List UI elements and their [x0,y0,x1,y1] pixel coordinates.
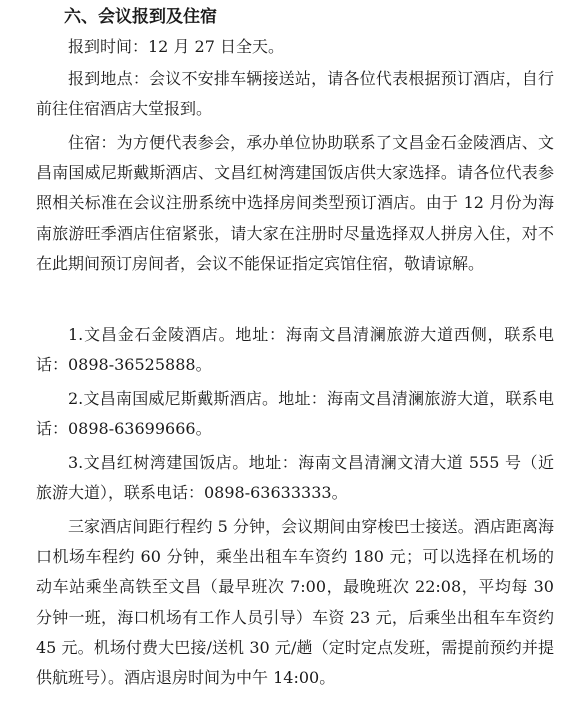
transport-paragraph: 三家酒店间距行程约 5 分钟，会议期间由穿梭巴士接送。酒店距离海口机场车程约 60 分钟，乘坐出租车车资约 180 元；可以选择在机场的动车站乘坐高铁至文昌（最早班次 7:00，最晚班次 22:08，平均每 30 分钟一班，海口机场有工作人员引导）车资 23 元，后乘坐出租车车资约 45 元。机场付费大巴接/送机 30 元/趟（定时定点发班，需提前预约并提供航班号）。酒店退房时间为中午 14:00。 [36,517,554,688]
hotel-1-paragraph: 1.文昌金石金陵酒店。地址：海南文昌清澜旅游大道西侧，联系电话：0898-36525888。 [36,325,554,375]
hotel-2-paragraph: 2.文昌南国威尼斯戴斯酒店。地址：海南文昌清澜旅游大道，联系电话：0898-63699666。 [36,389,554,439]
accommodation-paragraph: 住宿：为方便代表参会，承办单位协助联系了文昌金石金陵酒店、文昌南国威尼斯戴斯酒店、文昌红树湾建国饭店供大家选择。请各位代表参照相关标准在会议注册系统中选择房间类型预订酒店。由于 12 月份为海南旅游旺季酒店住宿紧张，请大家在注册时尽量选择双人拼房入住，对不在此期间预订房间者，会议不能保证指定宾馆住宿，敬请谅解。 [36,133,554,273]
section-heading: 六、会议报到及住宿 [64,7,217,27]
checkin-location-paragraph: 报到地点：会议不安排车辆接送站，请各位代表根据预订酒店，自行前往住宿酒店大堂报到。 [36,69,554,119]
checkin-time-paragraph: 报到时间：12 月 27 日全天。 [68,37,284,56]
hotel-3-paragraph: 3.文昌红树湾建国饭店。地址：海南文昌清澜文清大道 555 号（近旅游大道），联系电话：0898-63633333。 [36,453,554,503]
